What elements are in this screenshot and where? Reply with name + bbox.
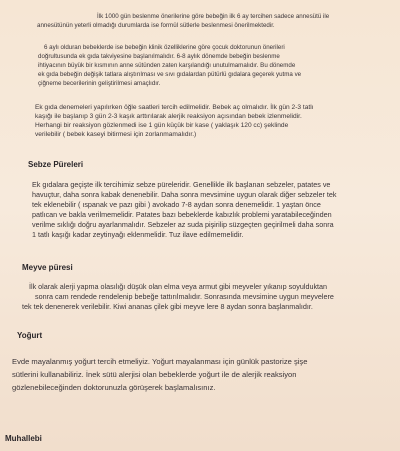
text-line: doğrultusunda ek gıda takviyesine başlanılmalıdır. 6-8 aylık dönemde bebeğin beslenme — [38, 53, 280, 60]
text-line: annesütünün yeterli olmadığı durumlarda ise formül sütlerle beslenmesi önerilmektedir. — [37, 22, 275, 29]
text-line: verilebilir ( bebek kaseyi bitirmesi için zorlanmamalıdır.) — [35, 131, 197, 138]
text-line: Evde mayalanmış yoğurt tercih etmeliyiz. Yoğurt mayalanması için günlük pastorize şişe — [12, 357, 308, 366]
text-line: çiğneme becerilerinin geliştirilmesi amaçlıdır. — [38, 80, 161, 87]
text-line: verilme sıklığı doğru ayarlanmalıdır. Sebzeler az suda pişirilip süzgeçten geçirilmeli daha sonra — [32, 220, 334, 229]
section-heading: Yoğurt — [17, 331, 43, 340]
text-line: ek gıda bebeğin değişik tatlara alıştırılması ve sıvı gıdalardan pütürlü gıdalara geçerek yutma ve — [38, 71, 302, 78]
text-line: Herhangi bir reaksiyon gözlenmedi ise 1 gün küçük bir kase ( yaklaşık 120 cc) şeklinde — [35, 122, 289, 129]
text-line: gözlenebileceğinden doktorunuzla görüşerek başlamalısınız. — [12, 383, 216, 392]
text-line: patlıcan ve bakla verilmemelidir. Patates bazı bebeklerde kabızlık problemi yaratabileceğinden — [32, 210, 332, 219]
text-line: 6 aylı olduran bebeklerde ise bebeğin klinik özelliklerine göre çocuk doktorunun önerileri — [44, 44, 285, 51]
text-line: İlk 1000 gün beslenme önerilerine göre bebeğin ilk 6 ay tercihen sadece annesütü ile — [97, 13, 330, 20]
text-line: havuçtur, daha sonra kabak denenebilir. Daha sonra mevsimine uygun olarak diğer sebzeler tek — [32, 190, 337, 199]
text-line: İlk olarak alerji yapma olasılığı düşük olan elma veya armut gibi meyveler yıkanıp soyulduktan — [29, 282, 328, 291]
text-line: sonra cam rendede rendelenip bebeğe tattırılmalıdır. Sonrasında mevsimine uygun meyvelere — [35, 292, 334, 301]
text-line: tek eklenebilir ( ıspanak ve pazı gibi ) avokado 7-8 aydan sonra denemelidir. 1 yaştan önce — [32, 200, 321, 209]
text-line: ihtiyacının büyük bir kısmının anne sütünden zaten karşılandığı unutulmamalıdır. Bu dönemde — [38, 62, 296, 69]
text-line: Ek gıdalara geçişte ilk tercihimiz sebze püreleridir. Genellikle ilk başlanan sebzeler, patates ve — [32, 180, 331, 189]
section-heading: Sebze Püreleri — [28, 160, 84, 169]
text-line: 1 tatlı kaşığı kadar zeytinyağı eklenmelidir. Tuz ilave edilmemelidir. — [32, 230, 244, 239]
text-line: tek tek denenerek verilebilir. Kiwi ananas çilek gibi meyve lere 8 aydan sonra başlanmalıdır. — [22, 302, 313, 311]
section-heading: Muhallebi — [5, 434, 42, 443]
text-line: sütlerini kullanabiliriz. İnek sütü alerjisi olan bebeklerde yoğurt ile de alerjik reaksiyon — [12, 370, 297, 379]
section-heading: Meyve püresi — [22, 263, 73, 272]
text-line: Ek gıda denemeleri yapılırken öğle saatleri tercih edilmelidir. Bebek aç olmalıdır. İlk gün 2-3 tatlı — [35, 104, 314, 111]
text-line: kaşığı ile başlanıp 3 gün 2-3 kaşık arttırılarak alerjik reaksiyon açısından bebek izlenmelidir. — [35, 113, 302, 120]
